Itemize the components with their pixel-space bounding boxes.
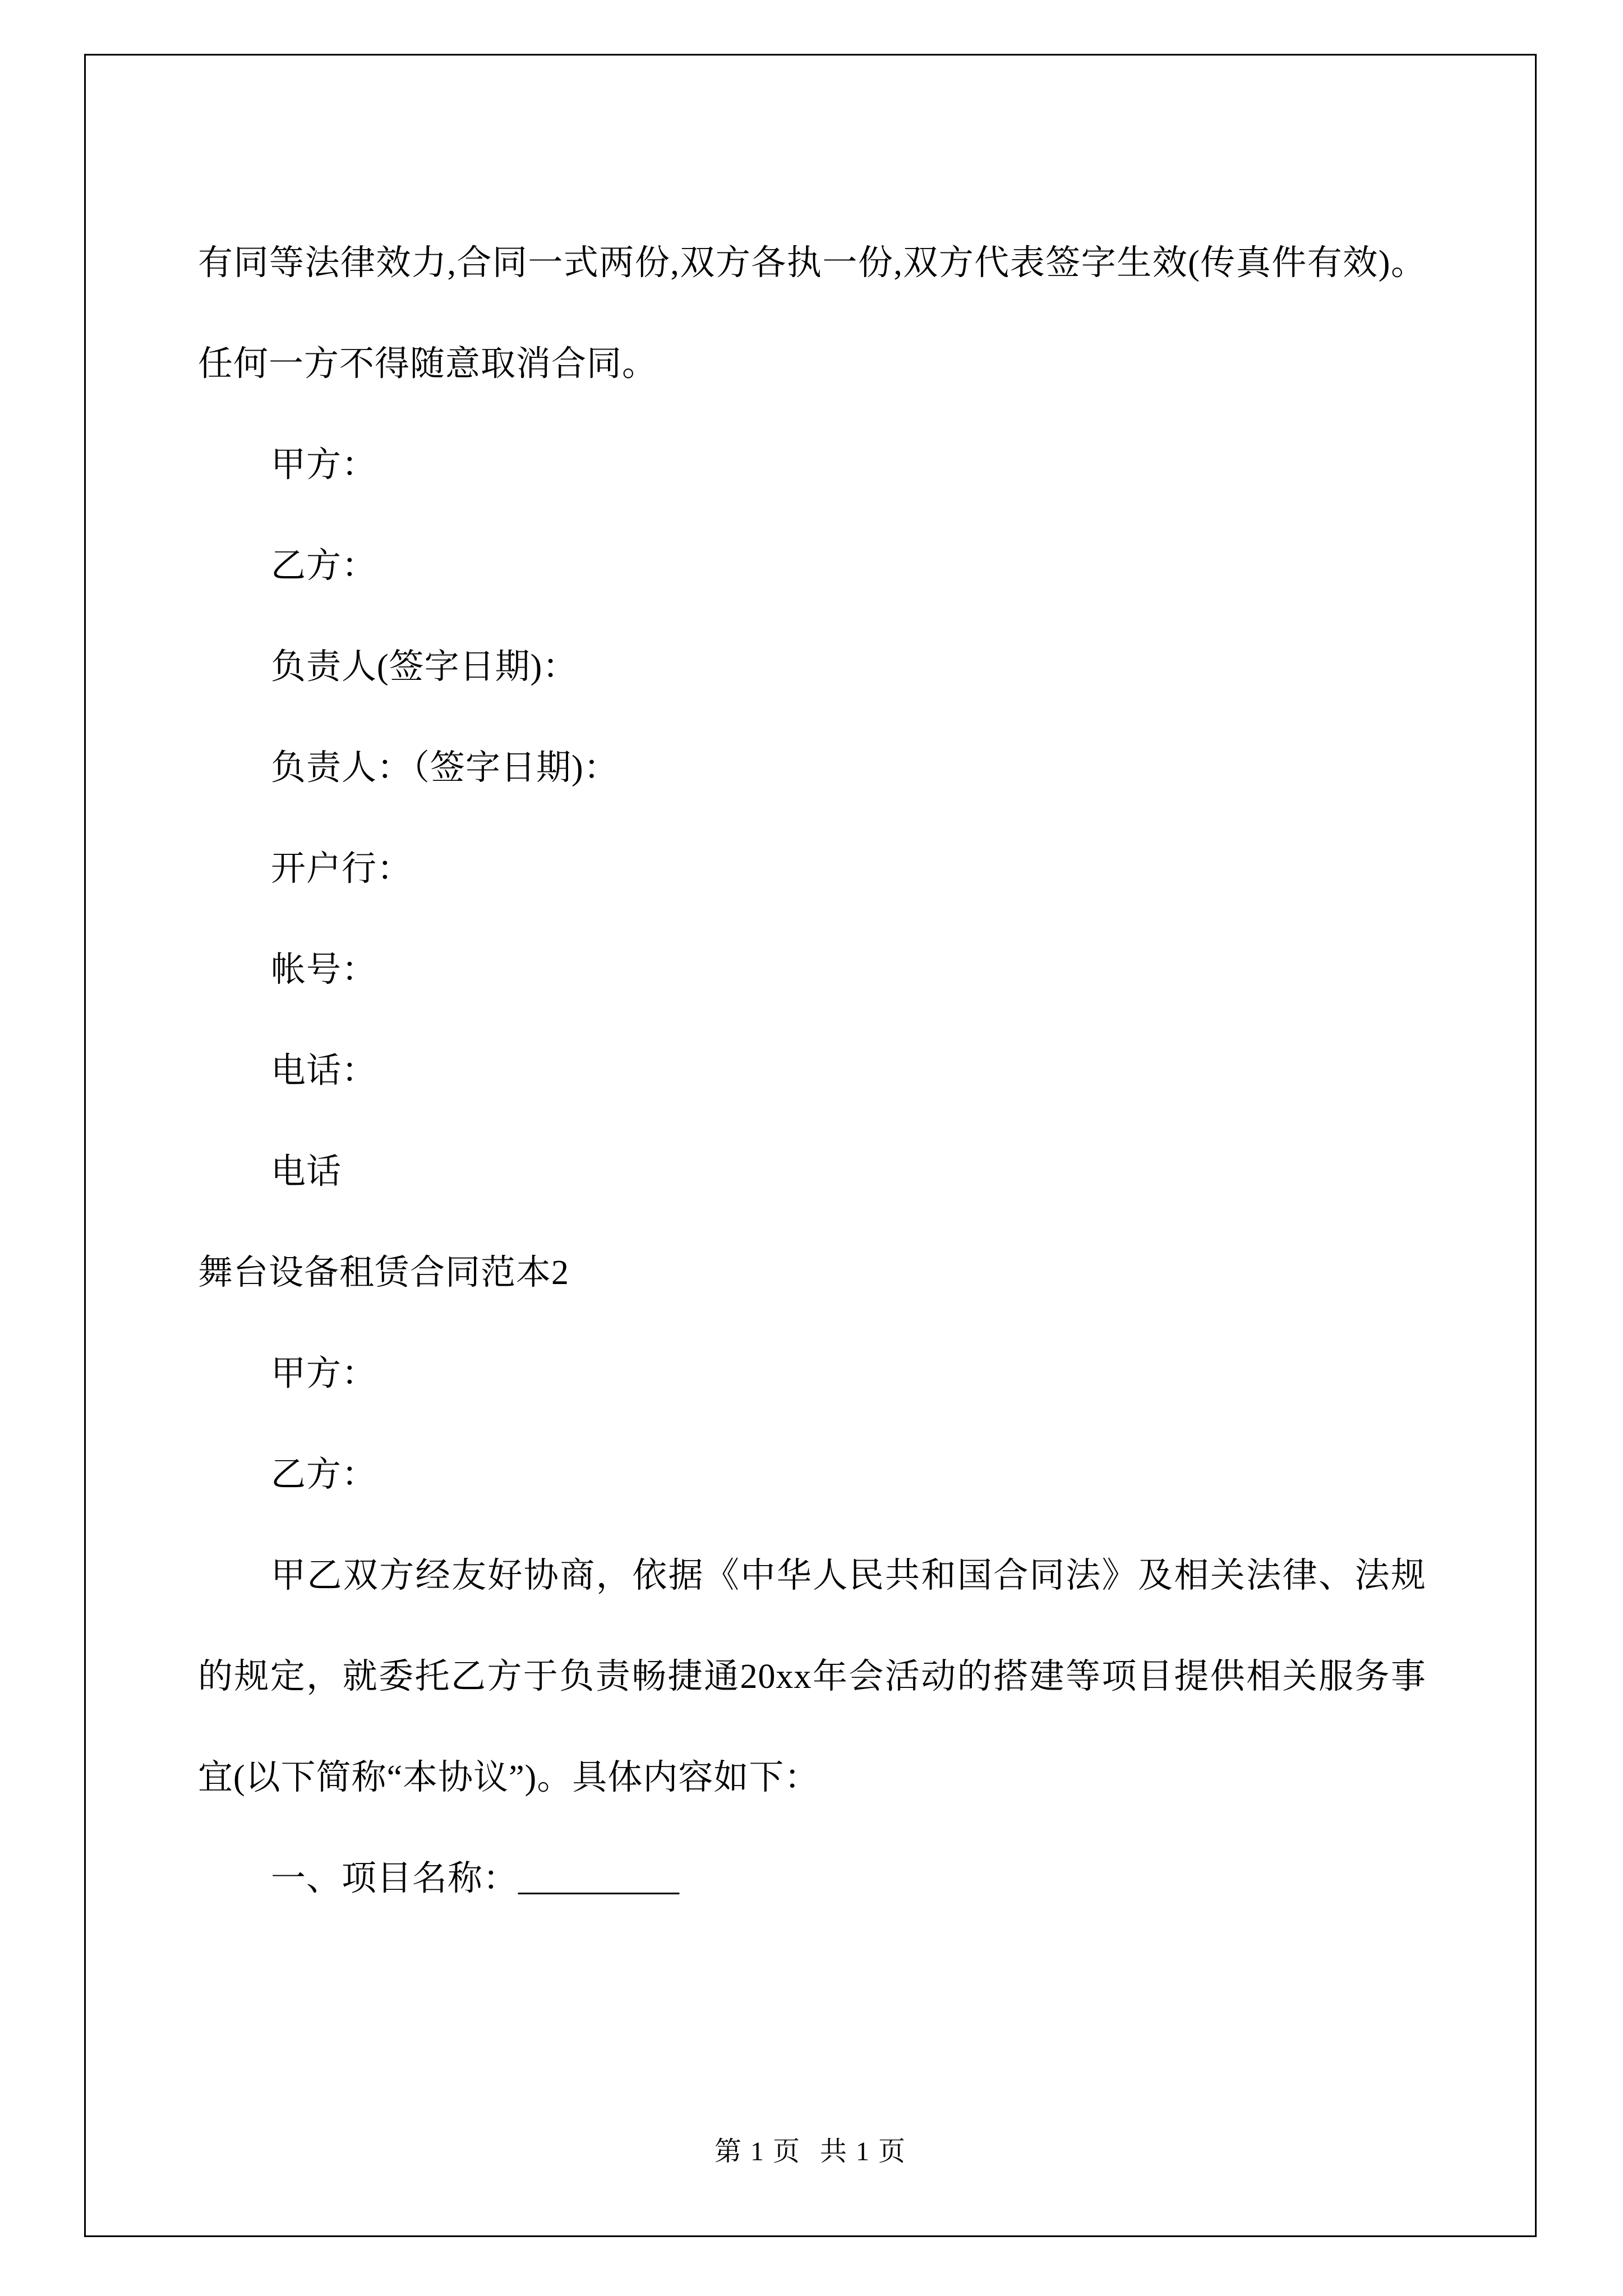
paragraph-preamble: 甲乙双方经友好协商，依据《中华人民共和国合同法》及相关法律、法规的规定，就委托乙方于负责畅捷通20xx年会活动的搭建等项目提供相关服务事宜(以下简称“本协议”)。具体内容如下： [198, 1557, 1426, 1797]
paragraph-phone-2: 电话 [271, 1153, 342, 1191]
document-body [198, 213, 1426, 1929]
paragraph-party-a-label-2: 甲方： [271, 1355, 377, 1393]
paragraph-party-b-label-2: 乙方： [271, 1456, 377, 1494]
paragraph-phone-1: 电话： [271, 1052, 377, 1090]
paragraph-account-number: 帐号： [271, 951, 377, 989]
page-footer [86, 2129, 1535, 2168]
paragraph-responsible-person-b: 负责人：（签字日期)： [271, 749, 619, 787]
document-page [84, 54, 1537, 2237]
footer-total-pages: 共 1 页 [820, 2137, 907, 2166]
paragraph-validity-clause: 有同等法律效力,合同一式两份,双方各执一份,双方代表签字生效(传真件有效)。任何一方不得随意取消合同。 [198, 244, 1426, 383]
paragraph-party-a-label: 甲方： [271, 446, 377, 484]
paragraph-item-project-name: 一、项目名称：_________ [271, 1860, 680, 1898]
footer-current-page: 第 1 页 [714, 2137, 801, 2166]
paragraph-bank-name: 开户行： [271, 850, 413, 888]
paragraph-responsible-person-a: 负责人(签字日期)： [271, 648, 578, 686]
paragraph-party-b-label: 乙方： [271, 547, 377, 585]
paragraph-section-title: 舞台设备租赁合同范本2 [198, 1254, 570, 1292]
